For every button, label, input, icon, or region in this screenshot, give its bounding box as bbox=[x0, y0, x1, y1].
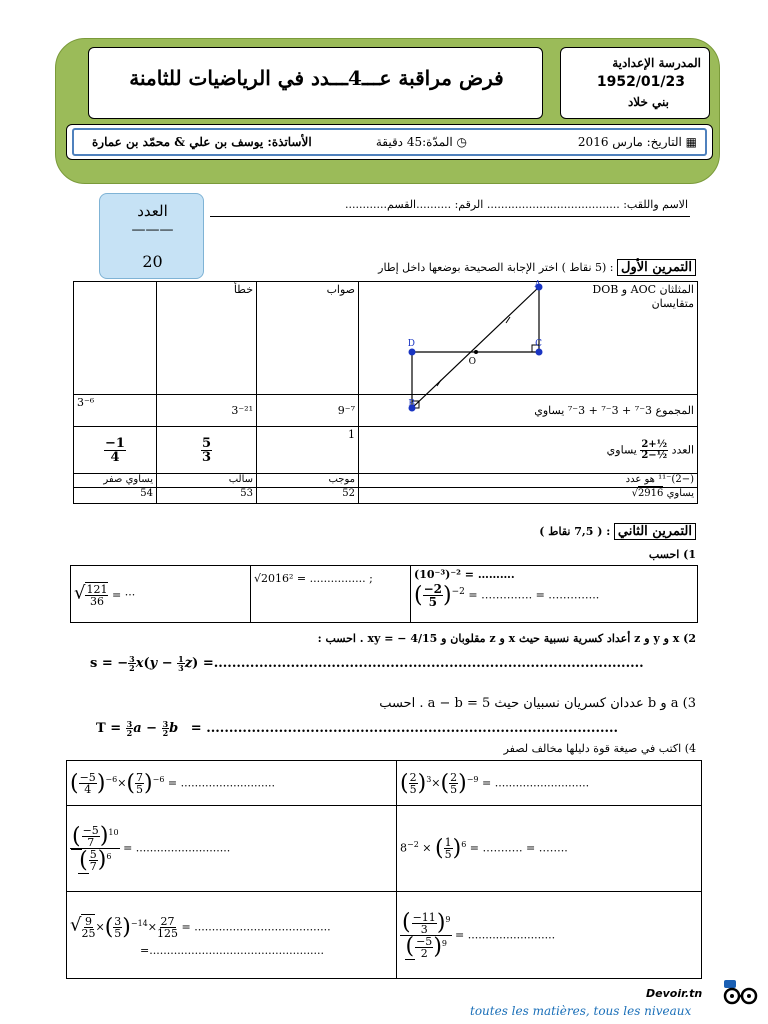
score-label: العدد bbox=[137, 202, 168, 220]
part4-cell-3: ( $\frac{-5}{7}$ )$^{10}$ ( $\frac{5}{7}$ )$^6$ = ........................... bbox=[67, 806, 397, 892]
q3-option-1[interactable]: 1 bbox=[257, 427, 359, 474]
svg-text:D: D bbox=[407, 339, 415, 349]
ex1-table bbox=[73, 281, 698, 504]
svg-text:C: C bbox=[535, 339, 542, 349]
ex2-part3-equation: T = $\frac{3}{2}$ a − $\frac{3}{2}$ b = ........................................................................................... bbox=[96, 719, 619, 738]
point-d bbox=[409, 349, 416, 356]
svg-text:B: B bbox=[408, 399, 415, 409]
score-box bbox=[99, 193, 204, 279]
ex2-part1-label: 1) احسب bbox=[648, 548, 696, 561]
part1-cell-b: √2016² = ................ ; bbox=[251, 566, 411, 623]
school-name: المدرسة الإعدادية bbox=[612, 56, 701, 70]
date-label: ▦ التاريخ: مارس 2016 bbox=[577, 135, 697, 149]
school-town: بني خلاد bbox=[627, 95, 669, 109]
score-total: 20 bbox=[142, 252, 163, 271]
q2-option-3[interactable]: 3⁻⁶ bbox=[74, 395, 157, 427]
q1-option-false[interactable]: خطأ bbox=[157, 282, 257, 395]
part4-cell-6: ( $\frac{-11}{3}$ )$^9$ ( $\frac{-5}{2}$ )$^9$ = ......................... bbox=[397, 892, 702, 979]
info-inner bbox=[72, 128, 707, 156]
ex2-header bbox=[539, 524, 696, 539]
q3-option-3[interactable]: $\frac{-1}{4}$ bbox=[74, 427, 157, 474]
q4-option-1[interactable]: موجب bbox=[257, 474, 359, 488]
ex2-heading: التمرين الثاني bbox=[614, 523, 696, 540]
point-o bbox=[474, 350, 478, 354]
ex1-heading: التمرين الأول bbox=[617, 259, 696, 276]
ex1-instruction: : (5 نقاط ) اختر الإجابة الصحيحة بوضعها داخل إطار bbox=[378, 261, 614, 274]
svg-text:A: A bbox=[534, 280, 541, 290]
footer-brand: Devoir.tn bbox=[646, 987, 703, 1000]
part4-cell-2: ( $\frac{2}{5}$ )$^3$×( $\frac{2}{5}$ )$^{-9}$ = ........................... bbox=[397, 761, 702, 806]
school-box bbox=[560, 47, 710, 119]
student-info-line: الاسم واللقب: ...................................... الرقم: ..........القسم............ bbox=[345, 198, 688, 211]
point-c bbox=[536, 349, 543, 356]
q1-option-true[interactable]: صواب bbox=[257, 282, 359, 395]
q5-option-1[interactable]: 52 bbox=[257, 488, 359, 504]
q1-cell-empty[interactable] bbox=[74, 282, 157, 395]
student-info-underline bbox=[210, 216, 690, 217]
ex2-part4-label: 4) اكتب في صيغة قوة دليلها مخالف لصفر bbox=[503, 742, 696, 755]
q1-text: المثلثان AOC و DOB متقايسان bbox=[592, 283, 694, 311]
part4-cell-4: $8^{-2}$ × ( $\frac{1}{5}$ )$^6$ = …….…. = …….. bbox=[397, 806, 702, 892]
part1-cell-c: (10⁻³)⁻² = ………. ( $\frac{-2}{5}$ )$^{-2}$ = ……….…. = ………….. bbox=[411, 566, 698, 623]
score-line: ——— bbox=[131, 222, 174, 238]
q4-option-2[interactable]: سالب bbox=[157, 474, 257, 488]
ex2-part3-statement: 3) a و b عددان كسريان نسبيان حيث a − b = 5 . احسب bbox=[379, 696, 696, 711]
ex2-part4-table bbox=[66, 760, 702, 979]
q2-option-2[interactable]: 3⁻²¹ bbox=[157, 395, 257, 427]
svg-text:O: O bbox=[468, 357, 476, 367]
triangle-figure bbox=[379, 280, 542, 412]
part4-cell-1: ( $\frac{-5}{4}$ )$^{-6}$×( $\frac{7}{5}$ )$^{-6}$ = ........................... bbox=[67, 761, 397, 806]
q2-question: المجموع 3⁻⁷ + 3⁻⁷ + 3⁻⁷ يساوي bbox=[359, 395, 698, 427]
title-box bbox=[88, 47, 543, 119]
teachers-label: الأساتذة: يوسف بن علي & محمّد بن عمارة bbox=[92, 135, 312, 149]
footer-tagline: toutes les matières, tous les niveaux bbox=[470, 1004, 692, 1018]
q3-option-2[interactable]: $\frac{5}{3}$ bbox=[157, 427, 257, 474]
q5-option-2[interactable]: 53 bbox=[157, 488, 257, 504]
q4-question: (−2)⁻¹¹ هو عدد bbox=[359, 474, 698, 488]
q2-option-1[interactable]: 9⁻⁷ bbox=[257, 395, 359, 427]
part1-cell-a: √ $\frac{121}{36}$ = ··· bbox=[71, 566, 251, 623]
q3-question: العدد $\frac{\text{2+½}}{\text{2−½}}$ يساوي bbox=[359, 427, 698, 474]
ex2-part2-equation: s = − $\frac{3}{2}$ x(y − $\frac{1}{3}$ z) =............................................................................................... bbox=[90, 654, 644, 673]
ex2-part2-statement: 2) x و y و z أعداد كسرية نسبية حيث x و z مقلوبان و xy = − 4/15 . احسب : bbox=[317, 632, 696, 645]
glasses-logo-icon bbox=[720, 978, 760, 1006]
clock-icon: ◷ bbox=[456, 135, 467, 149]
ex2-part1-table bbox=[70, 565, 698, 623]
part4-cell-5: √ $\frac{9}{25}$ ×( $\frac{3}{5}$ )$^{-14}$× $\frac{27}{125}$ = ....................................... =.................................................. bbox=[67, 892, 397, 979]
q1-question bbox=[359, 280, 698, 409]
q4-option-3[interactable]: يساوي صفر bbox=[74, 474, 157, 488]
duration-label: ◷ المدّة:45 دقيقة bbox=[375, 135, 467, 149]
q5-question: يساوي √2916 bbox=[359, 488, 698, 504]
ex2-instruction: : ( 7,5 نقاط ) bbox=[539, 525, 611, 538]
exam-title: فرض مراقبة عـــ4ـــدد في الرياضيات للثامنة bbox=[129, 66, 504, 90]
q5-option-3[interactable]: 54 bbox=[74, 488, 157, 504]
school-date: 1952/01/23 bbox=[596, 74, 685, 90]
calendar-icon: ▦ bbox=[685, 135, 697, 149]
ex1-header bbox=[378, 260, 696, 275]
